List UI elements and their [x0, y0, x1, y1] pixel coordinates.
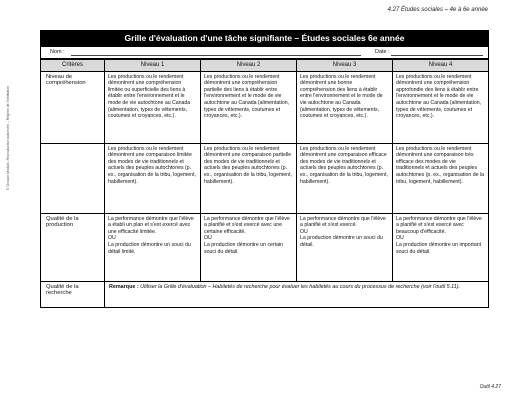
- document-title: Grille d'évaluation d'une tâche signifiante – Études sociales 6e année: [40, 30, 489, 47]
- tool-reference: Outil 4.27: [479, 384, 501, 390]
- copyright-credit: © Groupe Modulo. Reproduction autorisée – Régime de l'Institution: [6, 85, 10, 190]
- page-header-reference: 4.27 Études sociales – 4e à 6e année: [387, 7, 488, 13]
- level-cell: Les productions ou le rendement démontrent une compréhension partielle des liens à établir entre l'environnement et le mode de vie autochtone au Canada (alimentation, types de vêtements, coutumes et croyances, etc.).: [201, 71, 297, 143]
- column-header-niveau-1: Niveau 1: [105, 60, 201, 72]
- level-cell: Les productions ou le rendement démontrent une comparaison efficace des modes de vie traditionnels et actuels des peuples autochtones (p. ex., organisation de la tribu, logement, habillement).: [297, 143, 393, 213]
- note-text: Utiliser la Grille d'évaluation – Habiletés de recherche pour évaluer les habiletés au cours du processus de recherche (voir l'outil 5.11).: [138, 283, 461, 290]
- criterion-cell: Qualité de la production: [41, 213, 105, 281]
- level-cell: Les productions ou le rendement démontrent une comparaison très efficace des modes de vie traditionnels et actuels des peuples autochtones (p. ex., organisation de la tribu, logement, habillement).: [393, 143, 489, 213]
- rubric-row-comparison: [41, 143, 489, 213]
- rubric-header-row: [41, 60, 489, 72]
- rubric-table: [40, 59, 489, 308]
- level-cell: La performance démontre que l'élève a planifié et s'est exercé. OU La production démontre un souci du détail.: [297, 213, 393, 281]
- level-cell: Les productions ou le rendement démontrent une comparaison limitée des modes de vie traditionnels et actuels des peuples autochtones (p. ex., organisation de la tribu, logement, habillement).: [105, 143, 201, 213]
- evaluation-sheet: [40, 30, 489, 308]
- criterion-cell: Qualité de la recherche: [41, 281, 105, 307]
- level-cell: Les productions ou le rendement démontrent une compréhension limitée ou superficielle des liens à établir entre l'environnement et le mode de vie autochtone au Canada (alimentation, types de vêtements, coutumes et croyances, etc.).: [105, 71, 201, 143]
- criterion-cell: [41, 143, 105, 213]
- level-cell: La performance démontre que l'élève a planifié et s'est exercé avec beaucoup d'efficacité. OU La production démontre un important souci du détail.: [393, 213, 489, 281]
- level-cell: Les productions ou le rendement démontrent une bonne compréhension des liens à établir entre l'environnement et le mode de vie autochtone au Canada (alimentation, types de vêtements, coutumes et croyances, etc.).: [297, 71, 393, 143]
- level-cell: La performance démontre que l'élève a planifié et s'est exercé avec une certaine efficacité. OU La production démontre un certain souci du détail.: [201, 213, 297, 281]
- level-cell: La performance démontre que l'élève a établi un plan et s'est exercé avec une efficacité limitée. OU La production démontre un souci du détail limité.: [105, 213, 201, 281]
- column-header-niveau-4: Niveau 4: [393, 60, 489, 72]
- column-header-criteres: Critères: [41, 60, 105, 72]
- rubric-row-comprehension: [41, 71, 489, 143]
- column-header-niveau-3: Niveau 3: [297, 60, 393, 72]
- column-header-niveau-2: Niveau 2: [201, 60, 297, 72]
- rubric-row-production: [41, 213, 489, 281]
- name-label: Nom :: [50, 49, 65, 55]
- name-date-row: [40, 47, 489, 59]
- level-cell: Les productions ou le rendement démontrent une comparaison partielle des modes de vie traditionnels et actuels des peuples autochtones (p. ex., organisation de la tribu, logement, habillement).: [201, 143, 297, 213]
- date-label: Date :: [375, 49, 390, 55]
- name-field[interactable]: [71, 49, 361, 56]
- research-note: [105, 281, 489, 307]
- rubric-row-research: [41, 281, 489, 307]
- criterion-cell: Niveau de compréhension: [41, 71, 105, 143]
- date-field[interactable]: [391, 49, 483, 56]
- note-label: Remarque :: [109, 283, 139, 290]
- level-cell: Les productions ou le rendement démontrent une compréhension approfondie des liens à établir entre l'environnement et le mode de vie autochtone au Canada (alimentation, types de vêtements, coutumes et croyances, etc.).: [393, 71, 489, 143]
